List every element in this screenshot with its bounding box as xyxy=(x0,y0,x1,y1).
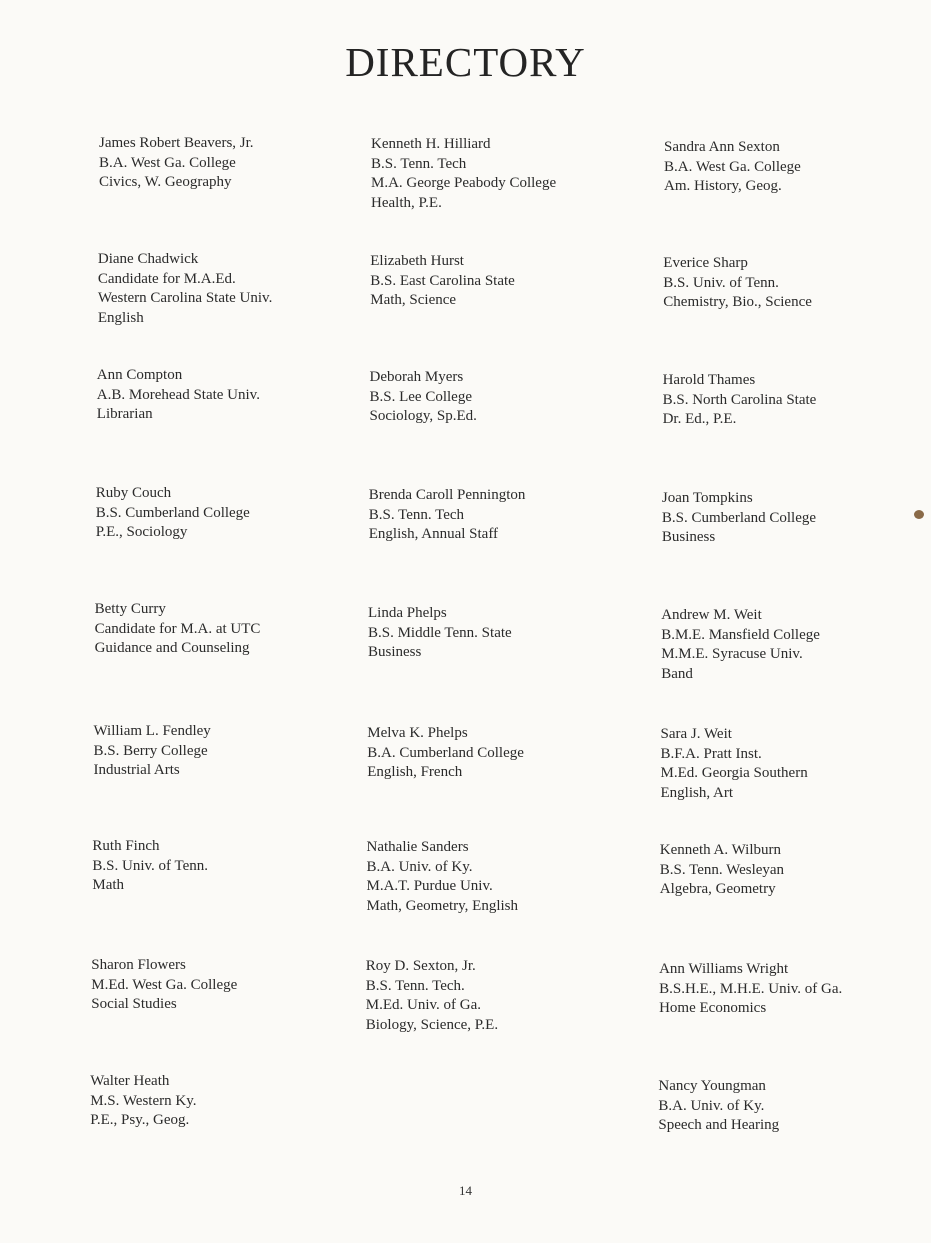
entry-name: Elizabeth Hurst xyxy=(370,253,464,269)
directory-entry xyxy=(663,254,812,313)
directory-entry xyxy=(662,489,816,548)
directory-entry xyxy=(664,138,801,197)
entry-name: Ann Compton xyxy=(96,367,183,383)
entry-detail: Industrial Arts xyxy=(93,762,180,779)
page-number: 14 xyxy=(459,1183,472,1198)
entry-detail: B.M.E. Mansfield College xyxy=(661,626,820,643)
entry-name: Linda Phelps xyxy=(368,605,447,621)
entry-detail: B.F.A. Pratt Inst. xyxy=(660,745,762,762)
entry-detail: B.A. West Ga. College xyxy=(99,154,236,171)
entry-detail: Social Studies xyxy=(91,996,177,1013)
entry-detail: B.S. Univ. of Tenn. xyxy=(92,857,209,874)
entry-name: Sandra Ann Sexton xyxy=(664,139,780,155)
directory-entry xyxy=(95,600,261,659)
entry-detail: Guidance and Counseling xyxy=(94,640,250,657)
directory-entry xyxy=(659,960,842,1019)
entry-name: Ruth Finch xyxy=(92,838,160,854)
entry-name: Walter Heath xyxy=(90,1073,170,1089)
entry-name: Diane Chadwick xyxy=(97,251,199,267)
directory-entry xyxy=(368,604,512,663)
entry-name: Brenda Caroll Pennington xyxy=(368,487,526,503)
page-title: DIRECTORY xyxy=(345,39,586,85)
directory-entry xyxy=(369,486,526,545)
entry-detail: M.Ed. Univ. of Ga. xyxy=(365,997,482,1014)
entry-detail: Dr. Ed., P.E. xyxy=(662,411,737,428)
entry-name: Harold Thames xyxy=(662,372,756,388)
directory-entry xyxy=(370,252,515,311)
directory-entry xyxy=(663,371,817,430)
entry-name: Joan Tompkins xyxy=(661,490,753,506)
directory-entry xyxy=(90,1072,196,1131)
entry-detail: Sociology, Sp.Ed. xyxy=(369,408,477,425)
entry-name: Everice Sharp xyxy=(663,255,748,271)
directory-entry xyxy=(370,368,477,427)
directory-entry xyxy=(367,838,519,916)
entry-name: Nathalie Sanders xyxy=(366,839,469,855)
directory-entry xyxy=(661,606,820,684)
entry-detail: Business xyxy=(368,644,422,661)
entry-detail: B.S.H.E., M.H.E. Univ. of Ga. xyxy=(659,980,843,997)
entry-detail: Math, Geometry, English xyxy=(366,897,519,914)
directory-entry xyxy=(660,841,784,900)
entry-detail: M.Ed. West Ga. College xyxy=(91,976,238,993)
directory-entry xyxy=(371,135,556,213)
entry-name: Deborah Myers xyxy=(369,369,464,385)
directory-entry xyxy=(91,956,237,1015)
entry-detail: B.S. Tenn. Tech xyxy=(371,155,467,172)
entry-detail: B.S. Tenn. Tech. xyxy=(365,977,465,994)
entry-detail: B.A. Cumberland College xyxy=(367,744,524,761)
entry-name: Sharon Flowers xyxy=(91,957,186,973)
entry-detail: M.S. Western Ky. xyxy=(90,1092,197,1109)
entry-detail: B.S. Cumberland College xyxy=(95,504,250,521)
directory-entry xyxy=(96,484,250,543)
entry-detail: Math xyxy=(92,877,125,894)
entry-detail: Candidate for M.A.Ed. xyxy=(97,270,236,287)
entry-detail: Band xyxy=(661,665,693,682)
entry-detail: M.Ed. Georgia Southern xyxy=(660,765,808,782)
entry-detail: B.S. East Carolina State xyxy=(370,272,515,289)
entry-name: James Robert Beavers, Jr. xyxy=(99,135,254,151)
entry-detail: Candidate for M.A. at UTC xyxy=(94,620,261,637)
entry-detail: English xyxy=(97,309,144,326)
entry-detail: B.S. Middle Tenn. State xyxy=(368,624,512,641)
entry-detail: B.S. North Carolina State xyxy=(662,391,817,408)
entry-detail: Home Economics xyxy=(659,1000,767,1017)
directory-entry xyxy=(98,250,272,328)
entry-detail: Am. History, Geog. xyxy=(664,178,782,195)
entry-detail: A.B. Morehead State Univ. xyxy=(96,386,260,403)
entry-name: Andrew M. Weit xyxy=(661,607,762,623)
directory-entry xyxy=(661,725,808,803)
entry-detail: English, French xyxy=(367,764,463,781)
entry-detail: B.A. Univ. of Ky. xyxy=(658,1097,765,1114)
entry-detail: B.A. Univ. of Ky. xyxy=(366,858,473,875)
entry-detail: Speech and Hearing xyxy=(658,1117,780,1134)
entry-detail: Business xyxy=(661,529,716,546)
entry-detail: Librarian xyxy=(96,406,153,423)
directory-entry xyxy=(658,1077,779,1136)
entry-detail: B.A. West Ga. College xyxy=(664,158,801,175)
directory-entry xyxy=(367,724,524,783)
entry-detail: Biology, Science, P.E. xyxy=(365,1016,499,1033)
entry-detail: Civics, W. Geography xyxy=(99,174,232,191)
entry-detail: English, Art xyxy=(660,784,734,801)
entry-detail: Western Carolina State Univ. xyxy=(97,290,273,307)
entry-name: Ann Williams Wright xyxy=(659,961,789,977)
entry-name: Nancy Youngman xyxy=(658,1078,766,1094)
entry-name: Roy D. Sexton, Jr. xyxy=(365,958,476,974)
entry-name: Sara J. Weit xyxy=(660,726,732,742)
entry-detail: Algebra, Geometry xyxy=(659,881,776,898)
entry-detail: B.S. Univ. of Tenn. xyxy=(663,274,779,291)
entry-name: Ruby Couch xyxy=(95,485,172,501)
directory-entry xyxy=(99,134,254,193)
entry-detail: M.A.T. Purdue Univ. xyxy=(366,878,493,895)
directory-entry xyxy=(97,366,260,425)
paper-stain xyxy=(914,510,924,519)
entry-detail: B.S. Lee College xyxy=(369,388,472,405)
entry-detail: Math, Science xyxy=(370,292,457,309)
entry-detail: English, Annual Staff xyxy=(368,526,499,543)
entry-detail: M.A. George Peabody College xyxy=(371,175,557,192)
directory-entry xyxy=(92,837,208,896)
entry-detail: Chemistry, Bio., Science xyxy=(663,294,812,311)
entry-name: Betty Curry xyxy=(94,601,166,617)
entry-detail: P.E., Sociology xyxy=(95,524,188,541)
entry-detail: B.S. Tenn. Wesleyan xyxy=(659,861,785,878)
entry-name: William L. Fendley xyxy=(93,723,211,739)
entry-name: Melva K. Phelps xyxy=(367,725,468,741)
entry-detail: B.S. Tenn. Tech xyxy=(368,506,465,523)
directory-entry xyxy=(366,957,498,1035)
entry-detail: B.S. Berry College xyxy=(93,742,208,759)
entry-detail: P.E., Psy., Geog. xyxy=(90,1112,190,1129)
entry-detail: Health, P.E. xyxy=(371,194,442,211)
entry-detail: M.M.E. Syracuse Univ. xyxy=(661,646,803,663)
directory-entry xyxy=(94,722,211,781)
entry-detail: B.S. Cumberland College xyxy=(661,509,817,526)
entry-name: Kenneth A. Wilburn xyxy=(659,842,781,858)
entry-name: Kenneth H. Hilliard xyxy=(371,136,491,152)
